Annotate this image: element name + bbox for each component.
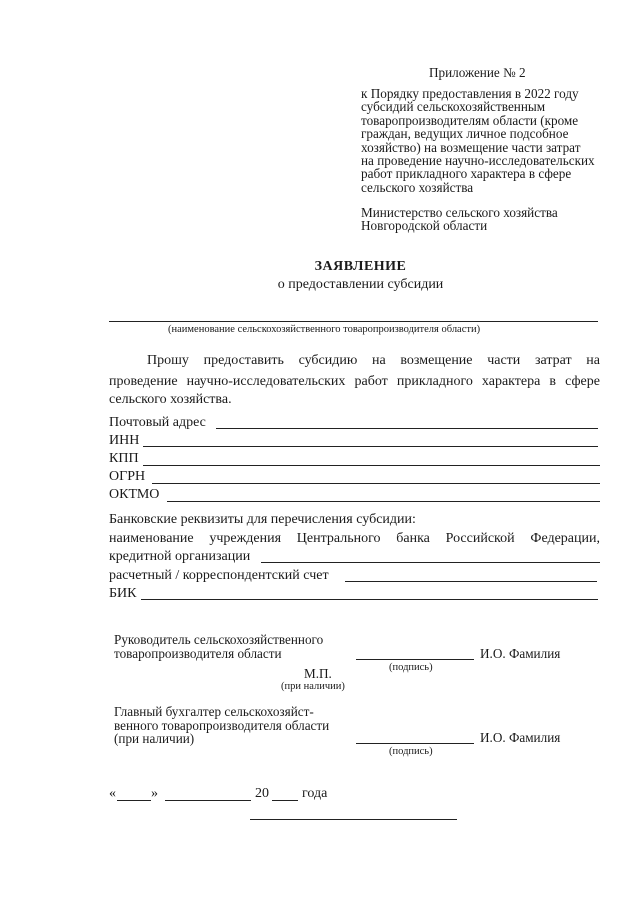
date-open-quote: « <box>109 786 116 801</box>
head-title-line: товаропроизводителя области <box>114 645 282 661</box>
ministry-addressee <box>361 206 611 233</box>
appendix-label: Приложение № 2 <box>429 65 526 80</box>
postal-address-label: Почтовый адрес <box>109 415 206 430</box>
head-signature-caption: (подпись) <box>389 662 433 673</box>
postal-address-field[interactable] <box>216 428 598 429</box>
date-year-field[interactable] <box>272 800 298 801</box>
accountant-name: И.О. Фамилия <box>480 730 561 745</box>
ogrn-label: ОГРН <box>109 469 146 484</box>
bik-field[interactable] <box>141 599 598 600</box>
request-line-3: сельского хозяйства. <box>109 392 232 407</box>
procedure-line: сельского хозяйства <box>361 179 474 195</box>
date-day-field[interactable] <box>117 800 151 801</box>
head-signature-field[interactable] <box>356 659 474 660</box>
accountant-title-line: венного товаропроизводителя области <box>114 717 330 733</box>
accountant-title-line: (при наличии) <box>114 731 195 746</box>
head-title <box>114 633 323 660</box>
inn-field[interactable] <box>143 446 598 447</box>
head-title-line: Руководитель сельскохозяйственного <box>114 632 324 647</box>
procedure-line: граждан, ведущих личное подсобное <box>361 126 569 142</box>
bank-heading: Банковские реквизиты для перечисления субсидии: <box>109 512 416 527</box>
bank-institution-line-2: кредитной организации <box>109 549 251 564</box>
procedure-line: хозяйство) на возмещение части затрат <box>361 139 581 155</box>
stamp-note: (при наличии) <box>281 681 345 692</box>
producer-name-line[interactable] <box>109 321 598 322</box>
stamp-label: М.П. <box>304 666 332 681</box>
document-title: ЗАЯВЛЕНИЕ <box>314 259 407 274</box>
kpp-field[interactable] <box>143 465 600 466</box>
bank-institution-field[interactable] <box>261 562 600 563</box>
document-subtitle: о предоставлении субсидии <box>277 277 444 292</box>
kpp-label: КПП <box>109 451 139 466</box>
request-line-1: Прошу предоставить субсидию на возмещение части затрат на <box>147 353 600 368</box>
date-close-quote: » <box>151 786 158 801</box>
ogrn-field[interactable] <box>152 483 600 484</box>
accountant-signature-field[interactable] <box>356 743 474 744</box>
date-month-field[interactable] <box>165 800 251 801</box>
bottom-rule <box>250 819 457 820</box>
producer-name-caption: (наименование сельскохозяйственного товаропроизводителя области) <box>168 324 481 335</box>
ministry-line: Новгородской области <box>361 218 488 234</box>
account-label: расчетный / корреспондентский счет <box>109 568 329 583</box>
date-century: 20 <box>255 786 269 801</box>
procedure-line: к Порядку предоставления в 2022 году <box>361 86 579 101</box>
procedure-line: товаропроизводителям области (кроме <box>361 112 579 128</box>
head-name: И.О. Фамилия <box>480 646 561 661</box>
accountant-signature-caption: (подпись) <box>389 746 433 757</box>
accountant-title <box>114 705 329 746</box>
procedure-line: работ прикладного характера в сфере <box>361 166 572 182</box>
account-field[interactable] <box>345 581 597 582</box>
procedure-reference <box>361 87 611 194</box>
date-year-word: года <box>302 786 328 801</box>
oktmo-field[interactable] <box>167 501 600 502</box>
procedure-line: на проведение научно-исследовательских <box>361 153 595 169</box>
procedure-line: субсидий сельскохозяйственным <box>361 99 546 115</box>
inn-label: ИНН <box>109 433 140 448</box>
accountant-title-line: Главный бухгалтер сельскохозяйст- <box>114 704 314 719</box>
oktmo-label: ОКТМО <box>109 487 160 502</box>
bank-institution-line-1: наименование учреждения Центрального банка Российской Федерации, <box>109 531 600 546</box>
ministry-line: Министерство сельского хозяйства <box>361 205 558 220</box>
bik-label: БИК <box>109 586 137 601</box>
request-line-2: проведение научно-исследовательских работ прикладного характера в сфере <box>109 374 600 389</box>
